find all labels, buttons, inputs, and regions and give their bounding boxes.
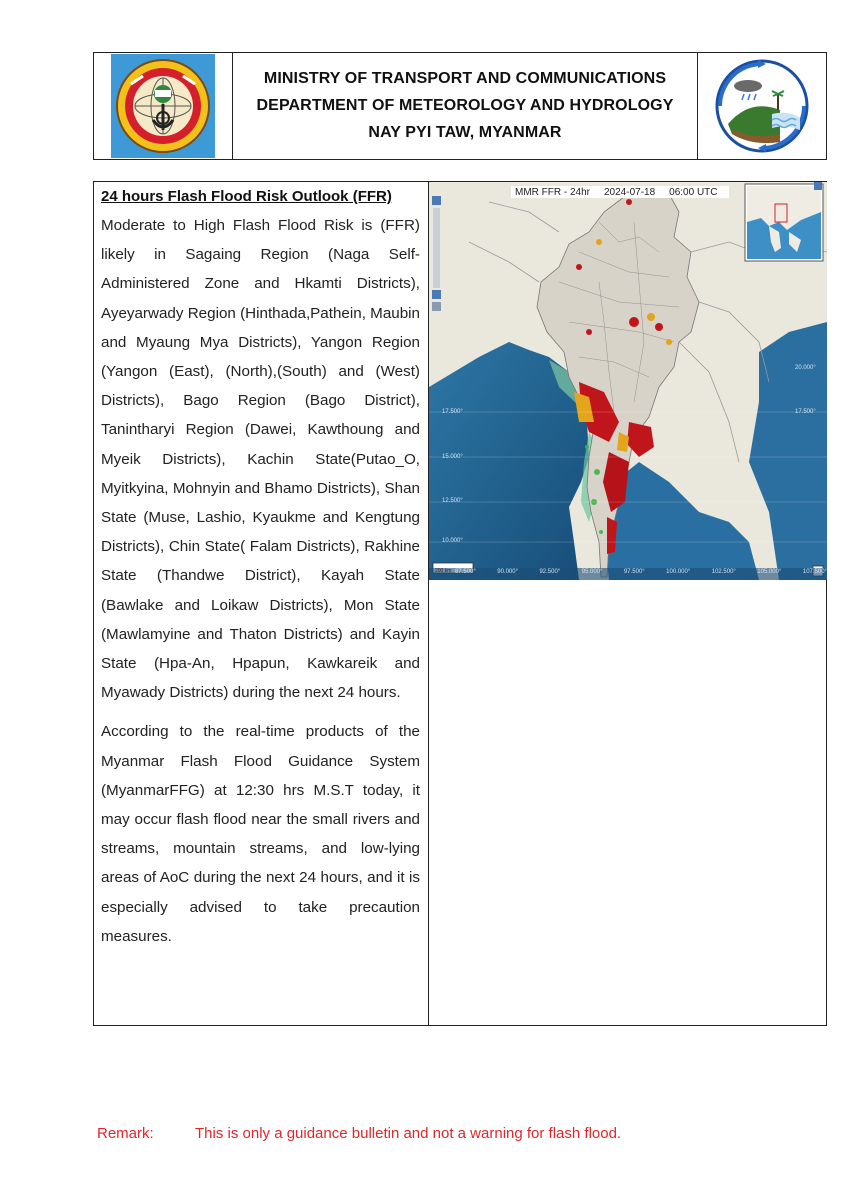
map-title: MMR FFR - 24hr — [515, 186, 590, 198]
outlook-paragraph-1: Moderate to High Flash Flood Risk is (FFR) likely in Sagaing Region (Naga Self-Administered Zone and Hkamti Districts), Ayeyarwady Region (Hinthada,Pathein, Maubin and Myaung Mya Districts), Yangon Region (Yangon (East), (North),(South) and (West) Districts), Bago Region (Bago District), Tanintharyi Region (Dawei, Kawthoung and Myeik Districts), Kachin State(Putao_O, Myitkyina, Mohnyin and Bhamo Districts), Shan State (Muse, Lashio, Kyaukme and Kengtung Districts), Chin State( Falam Districts), Rakhine State (Thandwe District), Kayah State (Bawlake and Loikaw Districts), Mon State (Mawlamyine and Thaton Districts) and Kayin State (Hpa-An, Hpapun, Kawkareik and Myawady Districts) during the next 24 hours. — [101, 217, 420, 702]
map-date: 2024-07-18 — [604, 186, 656, 198]
header-table — [93, 52, 827, 160]
outlook-text-cell — [94, 182, 429, 1025]
lon-label: 90.000° — [497, 569, 518, 575]
lat-label-3: 12.500° — [442, 498, 463, 504]
location-name: NAY PYI TAW, MYANMAR — [368, 124, 562, 141]
header-left-logo-cell — [94, 53, 233, 159]
lat-label-1: 17.500° — [442, 409, 463, 415]
header-right-logo-cell — [697, 53, 826, 159]
remark-text: This is only a guidance bulletin and not a warning for flash flood. — [195, 1125, 622, 1142]
map-zoom-control[interactable] — [432, 196, 441, 311]
lat-label-4: 10.000° — [442, 538, 463, 544]
outlook-title: 24 hours Flash Flood Risk Outlook (FFR) — [101, 188, 392, 205]
lon-label: 92.500° — [539, 569, 561, 575]
map-title-bar — [511, 186, 729, 198]
lon-label: 100.000° — [666, 569, 691, 575]
lon-label: 97.500° — [623, 569, 645, 575]
lon-label: 102.500° — [711, 569, 736, 575]
ffr-map — [429, 182, 827, 580]
right-lat-label-1: 20.000° — [795, 365, 816, 371]
header-title-cell — [233, 53, 697, 159]
ministry-name: MINISTRY OF TRANSPORT AND COMMUNICATIONS — [263, 70, 667, 87]
lon-labels — [455, 569, 827, 575]
lon-label: 95.000° — [581, 569, 603, 575]
map-scale-label: 200 km — [435, 568, 452, 574]
water-cycle-logo-icon — [710, 54, 814, 158]
ministry-emblem-icon — [111, 54, 215, 158]
remark-label: Remark: — [97, 1125, 154, 1142]
map-cell — [429, 182, 826, 1025]
lon-label: 105.000° — [757, 569, 782, 575]
department-name: DEPARTMENT OF METEOROLOGY AND HYDROLOGY — [256, 97, 674, 114]
content-table — [93, 181, 827, 1026]
remark-line — [97, 1125, 621, 1142]
lon-label: 87.500° — [455, 569, 476, 575]
outlook-paragraph-2: According to the real-time products of the Myanmar Flash Flood Guidance System (MyanmarFFG) at 12:30 hrs M.S.T today, it may occur flash flood near the small rivers and streams, mountain streams, and low-lying areas of AoC during the next 24 hours, and it is especially advised to take precaution measures. — [101, 723, 420, 945]
map-time: 06:00 UTC — [669, 186, 718, 198]
lon-label: 107.500° — [802, 569, 827, 575]
lat-label-2: 15.000° — [442, 454, 463, 460]
right-lat-label-2: 17.500° — [795, 409, 816, 415]
map-inset-overview — [745, 184, 823, 261]
